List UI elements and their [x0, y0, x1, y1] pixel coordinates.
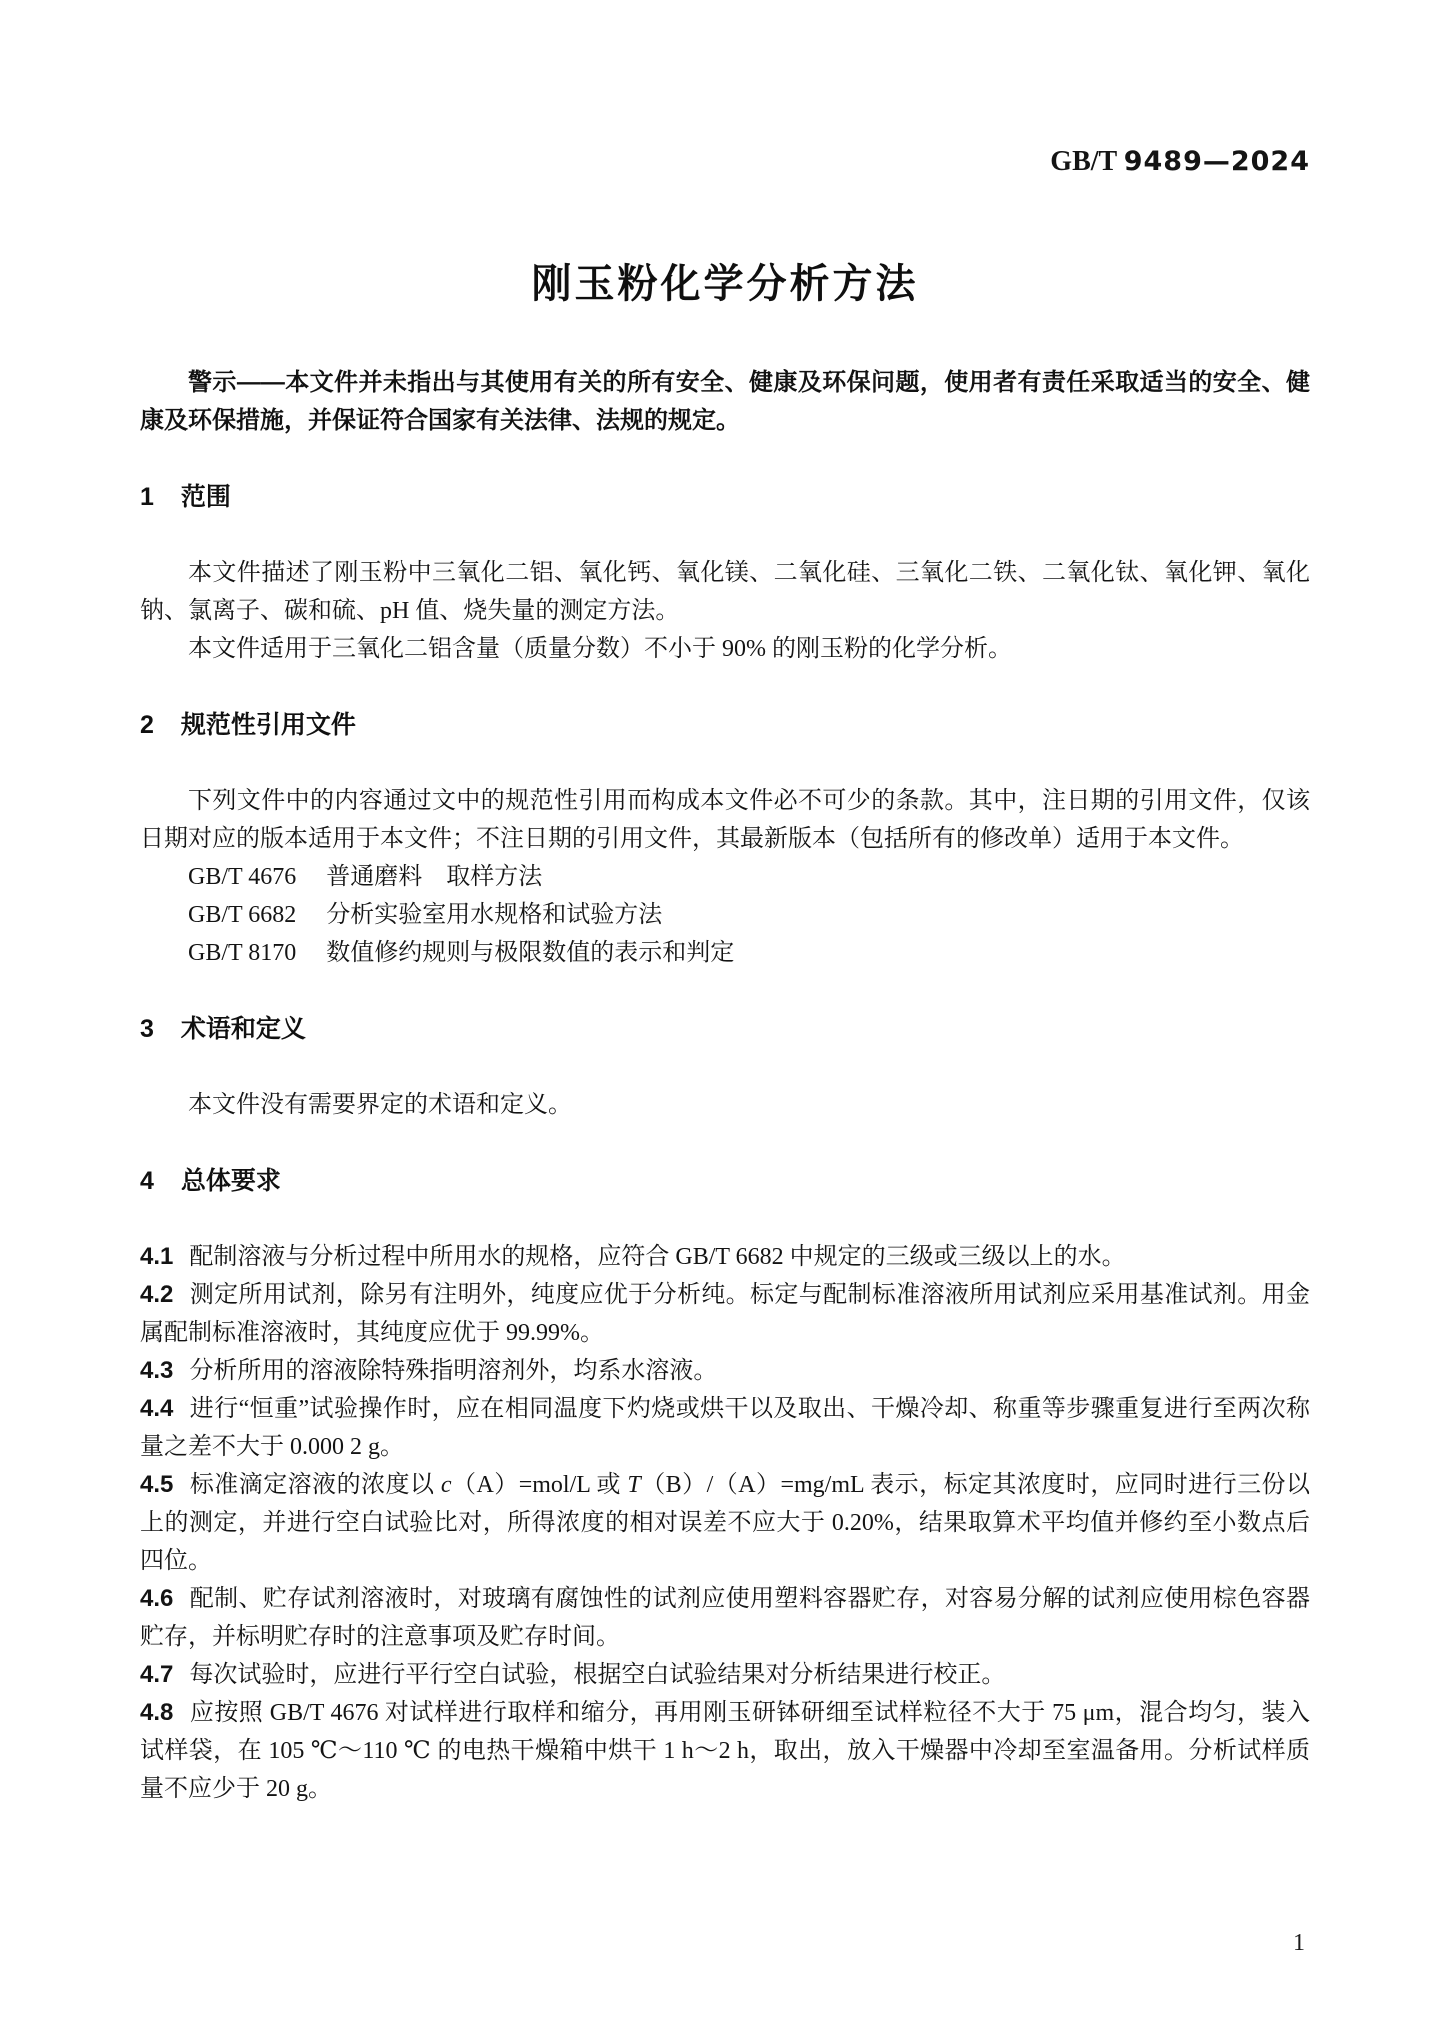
clause-number: 4.3	[140, 1357, 174, 1384]
paragraph: 本文件没有需要界定的术语和定义。	[188, 1092, 572, 1118]
doc-code-number: 9489—2024	[1123, 146, 1310, 177]
math-variable-c: c	[440, 1472, 452, 1498]
reference-code: GB/T 8170	[188, 940, 297, 966]
reference-code: GB/T 6682	[188, 902, 297, 928]
section-heading-normative-references	[140, 706, 1310, 744]
clause-text: 应按照 GB/T 4676 对试样进行取样和缩分，再用刚玉研钵研细至试样粒径不大于 75 μm，混合均匀，装入试样袋，在 105 ℃～110 ℃ 的电热干燥箱中烘干 1 h～2 h，取出，放入干燥器中冷却至室温备用。分析试样质量不应少于 20 g。	[140, 1700, 1310, 1802]
reference-title: 普通磨料 取样方法	[326, 864, 543, 890]
clause-number: 4.4	[140, 1395, 174, 1422]
reference-item	[140, 858, 1310, 896]
clause-4-8	[140, 1694, 1310, 1808]
clause-4-4	[140, 1390, 1310, 1466]
section-title: 术语和定义	[180, 1015, 306, 1043]
section-title: 范围	[180, 483, 231, 511]
paragraph: 本文件适用于三氧化二铝含量（质量分数）不小于 90% 的刚玉粉的化学分析。	[188, 636, 1012, 662]
clause-4-6	[140, 1580, 1310, 1656]
clause-4-1	[140, 1238, 1310, 1276]
reference-item	[140, 934, 1310, 972]
page-number: 1	[1293, 1930, 1305, 1956]
clause-number: 4.2	[140, 1281, 174, 1308]
math-variable-t: T	[627, 1472, 641, 1498]
clause-text: 标准滴定溶液的浓度以	[189, 1472, 441, 1498]
clause-number: 4.8	[140, 1699, 174, 1726]
section-title: 总体要求	[180, 1167, 281, 1195]
section-number: 4	[140, 1167, 154, 1195]
section-number: 1	[140, 483, 154, 511]
clause-text: 配制、贮存试剂溶液时，对玻璃有腐蚀性的试剂应使用塑料容器贮存，对容易分解的试剂应使用棕色容器贮存，并标明贮存时的注意事项及贮存时间。	[140, 1586, 1310, 1650]
doc-code-prefix: GB/T	[1050, 146, 1124, 177]
reference-item	[140, 896, 1310, 934]
page-title: 刚玉粉化学分析方法	[531, 262, 919, 306]
clause-number: 4.6	[140, 1585, 174, 1612]
clause-text: 每次试验时，应进行平行空白试验，根据空白试验结果对分析结果进行校正。	[189, 1662, 1006, 1688]
section-heading-terms-definitions	[140, 1010, 1310, 1048]
clause-number: 4.1	[140, 1243, 174, 1270]
reference-title: 数值修约规则与极限数值的表示和判定	[326, 940, 735, 966]
clause-text: （A）=mol/L 或	[451, 1472, 628, 1498]
clause-4-3	[140, 1352, 1310, 1390]
section-number: 2	[140, 711, 154, 739]
reference-title: 分析实验室用水规格和试验方法	[326, 902, 663, 928]
section-number: 3	[140, 1015, 154, 1043]
section-title: 规范性引用文件	[180, 711, 356, 739]
warning-paragraph: 警示——本文件并未指出与其使用有关的所有安全、健康及环保问题，使用者有责任采取适当的安全、健康及环保措施，并保证符合国家有关法律、法规的规定。	[140, 369, 1310, 434]
clause-text: 进行“恒重”试验操作时，应在相同温度下灼烧或烘干以及取出、干燥冷却、称重等步骤重复进行至两次称量之差不大于 0.000 2 g。	[140, 1396, 1310, 1460]
clause-text: 测定所用试剂，除另有注明外，纯度应优于分析纯。标定与配制标准溶液所用试剂应采用基准试剂。用金属配制标准溶液时，其纯度应优于 99.99%。	[140, 1282, 1310, 1346]
clause-text: （B）/（A）=mg/mL 表示，标定其浓度时，应同时进行三份以上的测定，并进行空白试验比对，所得浓度的相对误差不应大于 0.20%，结果取算术平均值并修约至小数点后四位。	[140, 1472, 1311, 1574]
clause-number: 4.5	[140, 1471, 174, 1498]
paragraph: 本文件描述了刚玉粉中三氧化二铝、氧化钙、氧化镁、二氧化硅、三氧化二铁、二氧化钛、氧化钾、氧化钠、氯离子、碳和硫、pH 值、烧失量的测定方法。	[140, 560, 1310, 624]
reference-code: GB/T 4676	[188, 864, 297, 890]
section-heading-general-requirements	[140, 1162, 1310, 1200]
clause-4-7	[140, 1656, 1310, 1694]
clause-number: 4.7	[140, 1661, 174, 1688]
clause-4-2	[140, 1276, 1310, 1352]
clause-4-5	[140, 1466, 1310, 1580]
doc-code	[140, 146, 1310, 178]
section-heading-scope	[140, 478, 1310, 516]
clause-text: 分析所用的溶液除特殊指明溶剂外，均系水溶液。	[189, 1358, 718, 1384]
paragraph: 下列文件中的内容通过文中的规范性引用而构成本文件必不可少的条款。其中，注日期的引用文件，仅该日期对应的版本适用于本文件；不注日期的引用文件，其最新版本（包括所有的修改单）适用于本文件。	[140, 788, 1310, 852]
clause-text: 配制溶液与分析过程中所用水的规格，应符合 GB/T 6682 中规定的三级或三级以上的水。	[189, 1244, 1126, 1270]
